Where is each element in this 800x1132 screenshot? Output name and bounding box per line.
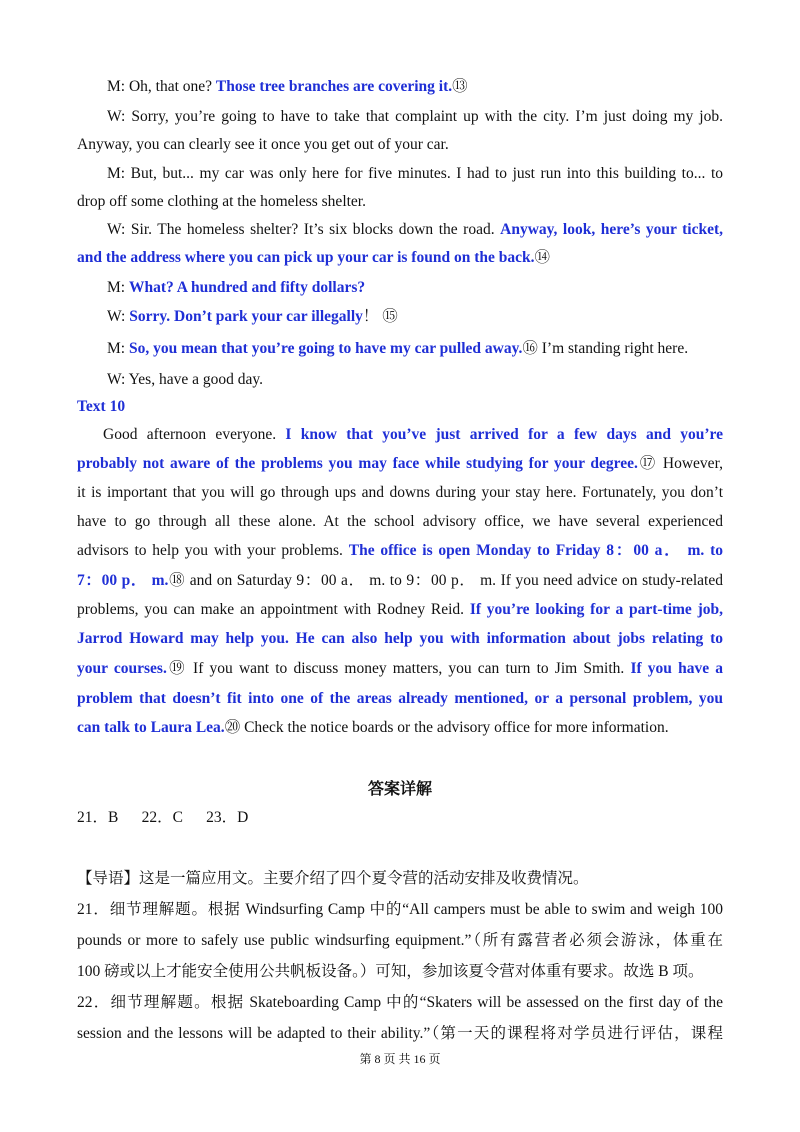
marker: ⑬ <box>452 78 468 95</box>
page-footer: 第 8 页 共 16 页 <box>359 1052 441 1066</box>
dialogue-text: ⑯ I’m standing right here. <box>522 340 689 357</box>
dialogue-line <box>107 220 723 240</box>
paragraph-line <box>77 454 723 474</box>
paragraph-line <box>103 425 723 445</box>
highlighted-text: Sorry. Don’t park your car illegally <box>129 308 363 325</box>
speaker-text: M: <box>107 340 129 357</box>
dialogue-line <box>107 339 688 359</box>
highlighted-text: What? A hundred and fifty dollars? <box>128 279 366 296</box>
paragraph-text: ⑰ However, <box>637 455 723 472</box>
marker: ⑭ <box>534 249 551 266</box>
dialogue-line: drop off some clothing at the homeless shelter. <box>77 193 366 210</box>
explanation-line: pounds or more to safely use public windsurfing equipment.”（所有露营者必须会游泳，体重在 <box>77 932 723 949</box>
dialogue-line <box>107 77 468 97</box>
dialogue-line: Anyway, you can clearly see it once you get out of your car. <box>77 136 449 153</box>
speaker-text: M: <box>107 279 129 296</box>
explanation-line: 22．细节理解题。根据 Skateboarding Camp 中的“Skaters will be assessed on the first day of the <box>77 994 723 1011</box>
paragraph-text: ⑲ If you want to discuss money matters, you can turn to Jim Smith. <box>166 660 631 677</box>
highlighted-text: So, you mean that you’re going to have my car pulled away. <box>128 340 523 357</box>
dialogue-line: W: Sorry, you’re going to have to take that complaint up with the city. I’m just doing my job. <box>107 108 723 125</box>
paragraph-text: ⑱ and on Saturday 9：00 a． m. to 9：00 p． m. If you need advice on study-related <box>168 572 723 589</box>
highlighted-text: can talk to Laura Lea. <box>77 719 225 736</box>
explanation-line: 100 磅或以上才能安全使用公共帆板设备。）可知，参加该夏令营对体重有要求。故选 B 项。 <box>77 963 704 980</box>
paragraph-line <box>77 541 723 561</box>
highlighted-text: probably not aware of the problems you may face while studying for your degree. <box>77 455 638 472</box>
highlighted-text: I know that you’ve just arrived for a few days and you’re <box>285 426 723 443</box>
explanation-line: session and the lessons will be adapted to their ability.”（第一天的课程将对学员进行评估，课程 <box>77 1025 723 1042</box>
highlighted-text: and the address where you can pick up your car is found on the back. <box>77 249 535 266</box>
dialogue-line: W: Yes, have a good day. <box>107 371 263 388</box>
highlighted-text: If you’re looking for a part-time job, <box>469 601 723 618</box>
highlighted-text: your courses. <box>77 660 167 677</box>
speaker-text: W: <box>107 308 130 325</box>
dialogue-line: M: But, but... my car was only here for five minutes. I had to just run into this building to... to <box>107 165 723 182</box>
highlighted-text: Those tree branches are covering it. <box>215 78 453 95</box>
answer-key: 21．B 22．C 23．D <box>77 809 249 826</box>
explanation-line: 21．细节理解题。根据 Windsurfing Camp 中的“All campers must be able to swim and weigh 100 <box>77 901 723 918</box>
dialogue-line <box>77 248 723 268</box>
highlighted-text: 7：00 p． m. <box>77 572 169 589</box>
paragraph-text: Good afternoon everyone. <box>103 426 286 443</box>
paragraph-line <box>77 659 723 679</box>
paragraph-line: problem that doesn’t fit into one of the areas already mentioned, or a personal problem, you <box>77 690 723 707</box>
paragraph-line: it is important that you will go through ups and downs during your stay here. Fortunately, you don’t <box>77 484 723 501</box>
highlighted-text: If you have a <box>630 660 723 677</box>
paragraph-line <box>77 600 723 620</box>
paragraph-line: have to go through all these alone. At the school advisory office, we have several experienced <box>77 513 723 530</box>
dialogue-text: W: Sir. The homeless shelter? It’s six blocks down the road. <box>107 221 501 238</box>
speaker-text: M: Oh, that one? <box>107 78 216 95</box>
marker: ！ ⑮ <box>362 308 398 325</box>
paragraph-line: Jarrod Howard may help you. He can also help you with information about jobs relating to <box>77 630 723 647</box>
paragraph-text: problems, you can make an appointment with Rodney Reid. <box>77 601 470 618</box>
paragraph-text: advisors to help you with your problems. <box>77 542 349 559</box>
section-heading: Text 10 <box>77 398 126 415</box>
paragraph-text: ⑳ Check the notice boards or the advisory office for more information. <box>224 719 669 736</box>
paragraph-line <box>77 718 723 738</box>
answers-heading: 答案详解 <box>367 781 432 798</box>
highlighted-text: Anyway, look, here’s your ticket, <box>500 221 724 238</box>
paragraph-line <box>77 571 723 591</box>
dialogue-line <box>107 307 398 327</box>
dialogue-line <box>107 278 365 298</box>
intro-text: 【导语】这是一篇应用文。主要介绍了四个夏令营的活动安排及收费情况。 <box>77 870 589 887</box>
highlighted-text: The office is open Monday to Friday 8：00 a． m. to <box>348 542 723 559</box>
